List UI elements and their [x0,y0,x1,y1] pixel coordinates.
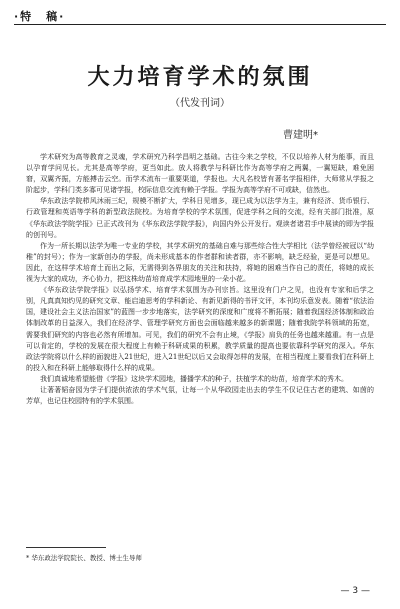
paragraph: 华东政法学院栉风沐雨三纪，规模不断扩大，学科日见增多，现已成为以法学为主，兼有经济、货币银行、行政管理和英语等学科的新型政法院校。为培育学校的学术氛围，促进学科之间的交流，经有关部门批准，原《华东政法学院学报》已正式改刊为《华东政法学院学报》，向国内外公开发行。观读者诸君手中展读的即为学报的创刊号。 [26,197,374,239]
paragraph: 作为一所长期以法学为唯一专业的学校，其学术研究的基础自难与那些综合性大学相比（法学曾经被冠以“幼稚”的封号）；作为一家新创办的学报，尚未形成基本的作者群和读者群，亦不影响，缺乏经验，更是可以想见。因此，在这样学术培育土而出之际，无需得到各界朋友的关注和扶持，将她的困难当作自己的责任，将她的成长视为大家的成功，齐心协力，把这株幼苗培育成学术园地里的一朵小花。 [26,241,374,284]
paragraph: 让著著韬奋园为学子们提供浓浓的学术气氛，让每一个从华政园走出去的学生不仅记住古老的建筑、如茵的芳草，也记住校园特有的学术氛围。 [26,385,374,406]
article-title: 大力培育学术的氛围 [87,65,313,90]
paragraph: 我们真诚地希望能借《学报》这块学术园地，播播学术的种子，扶植学术的幼苗，培育学术的秀木。 [40,374,348,383]
article-subtitle: （代发刊词） [170,98,230,109]
page-number: — 3 — [340,586,370,596]
paragraph: 《华东政法学院学报》以弘扬学术、培育学术氛围为办刊宗旨。这里没有门户之见，也没有专家和后学之别，凡真真知灼见的研究文章、能启迪思考的学科新论、有新见新得的书评文评，本刊均乐意发表。随着“依法治国，建设社会主义法治国家”的蓝图一步步地落实，法学研究的深度和广度将不断拓展；随着我国经济体制和政治体制改革的日益深入，我们在经济学、管理学研究方面也会面临越来越多的新课题；随着我院学科领域的拓宽，需要我们研究的内容也必然有所增加。可见，我们的研究不会有止境，《学报》肩负的任务也越来越重。有一点是可以肯定的，学校的发展在很大程度上有赖于科研成果的积累，教学质量的提高也要依靠科学研究的深入。华东政法学院将以什么样的面貌进入21世纪，进入21世纪以后又会取得怎样的发展，在相当程度上要看我们在科研上的投入和在科研上能够取得什么样的成果。 [26,286,374,372]
paragraph: 学术研究为高等教育之灵魂，学术研究乃科学昌明之基础。古往今来之学校，不仅以培养人材为能事，而且以孕育学问见长。尤其是高等学府，更当如此。放人将教学与科研比作为高等学府之两翼，一翼短缺，难免困窘，双翼齐振，方能搏击云空。而学术流布一重要渠道，学报也。大凡名校皆有著名学报相伴，大师常从学报之阶起步，学科门类多寡可见诸学报，校际信息交流有赖于学报。学报为高等学府不可或缺，信然也。 [26,153,374,195]
footnote-divider [26,547,106,548]
article-author: 曹建明* [283,130,318,141]
article-body [26,152,374,407]
header-bar [14,8,386,25]
column-label: ·特 稿· [14,10,66,23]
footnote: * 华东政法学院院长、教授、博士生导师 [26,554,142,562]
